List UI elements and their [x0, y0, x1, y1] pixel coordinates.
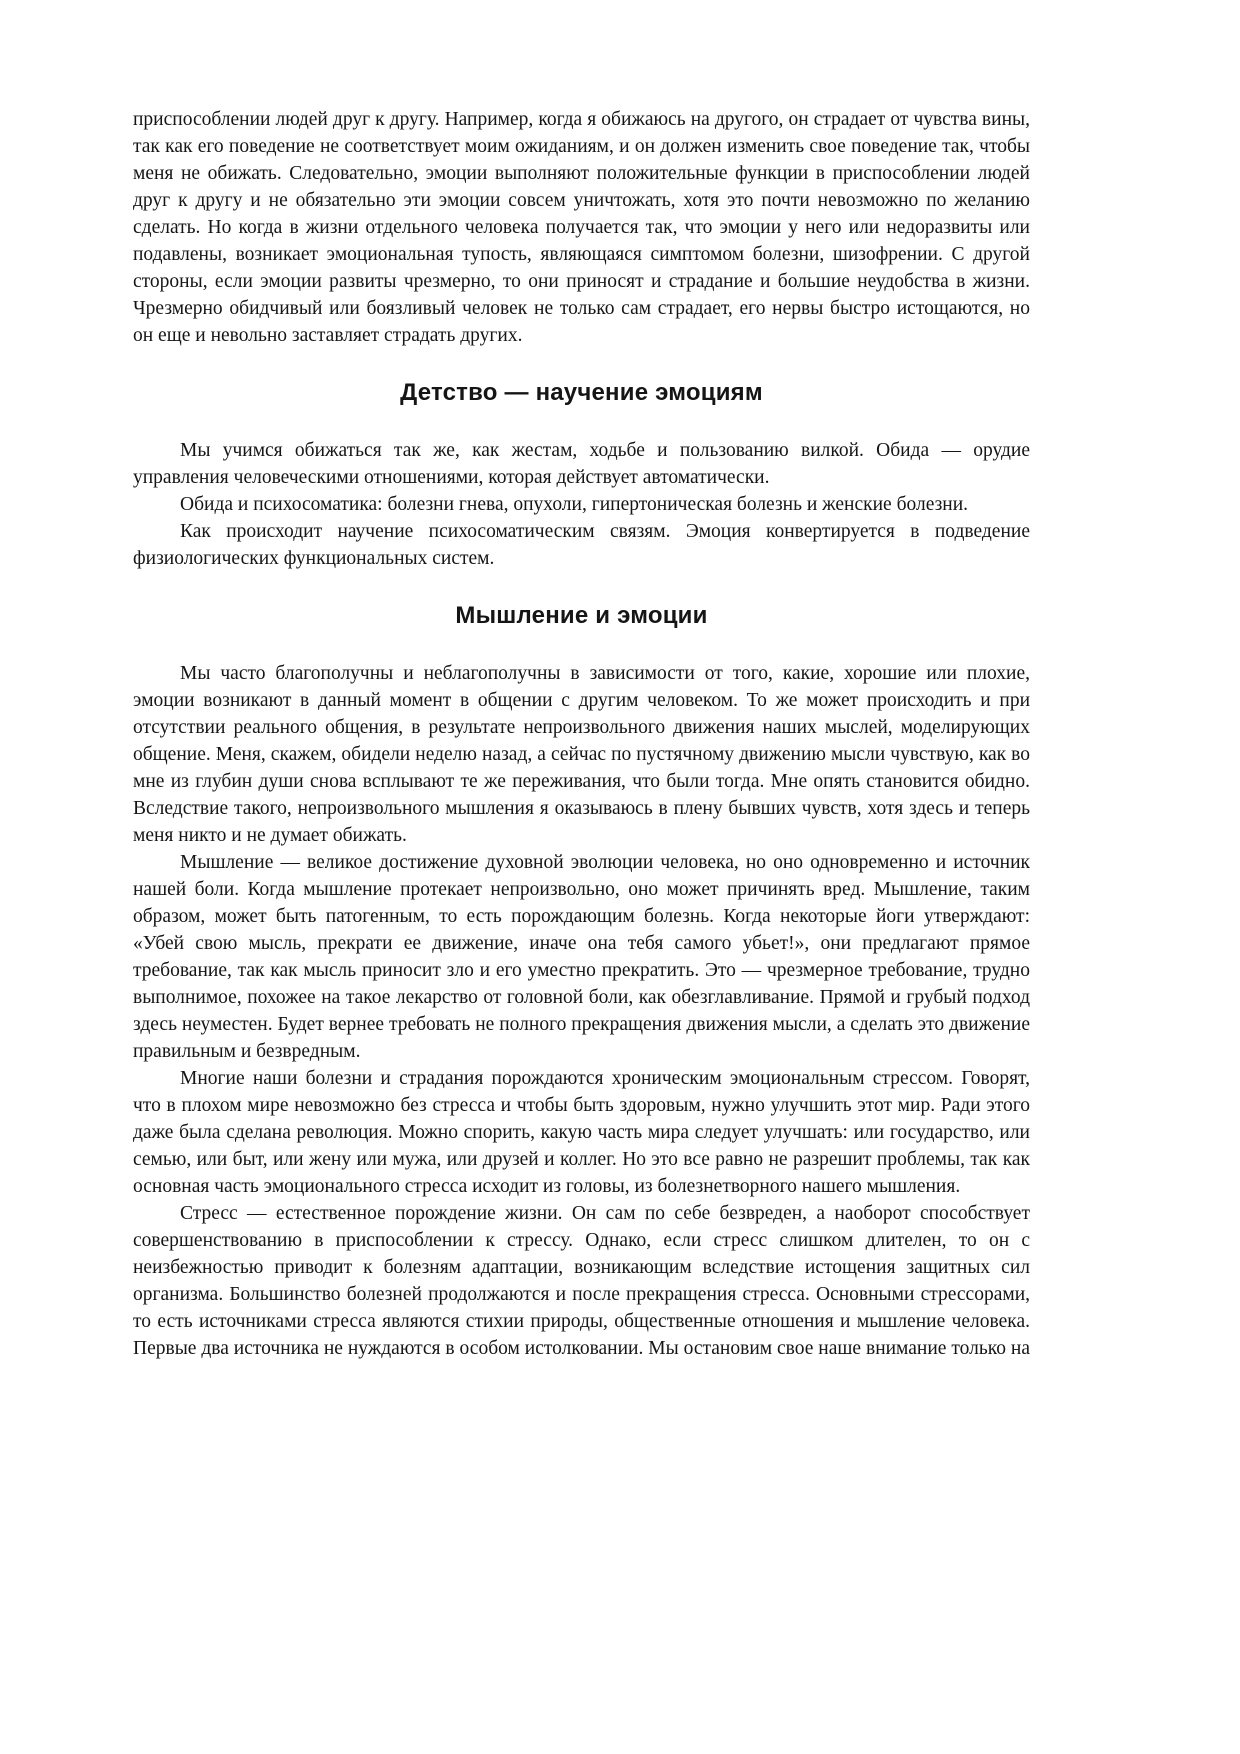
paragraph-stress-nature: Стресс — естественное порождение жизни. Он сам по себе безвреден, а наоборот способствует совершенствованию в приспособлении к стрессу. Однако, если стресс слишком длителен, то он с неизбежностью приводит к болезням адаптации, возникающим вследствие истощения защитных сил организма. Большинство болезней продолжаются и после прекращения стресса. Основными стрессорами, то есть источниками стресса являются стихии природы, общественные отношения и мышление человека. Первые два источника не нуждаются в особом истолковании. Мы остановим свое наше внимание только на	[133, 1203, 1030, 1359]
paragraph-chronic-emotional-stress: Многие наши болезни и страдания порождаются хроническим эмоциональным стрессом. Говорят, что в плохом мире невозможно без стресса и чтобы быть здоровым, нужно улучшить этот мир. Ради этого даже была сделана революция. Можно спорить, какую часть мира следует улучшать: или государство, или семью, или быт, или жену или мужа, или друзей и коллег. Но это все равно не разрешит проблемы, так как основная часть эмоционального стресса исходит из головы, из болезнетворного нашего мышления.	[133, 1068, 1030, 1197]
paragraph-continuation-emotions: приспособлении людей друг к другу. Например, когда я обижаюсь на другого, он страдает от чувства вины, так как его поведение не соответствует моим ожиданиям, и он должен изменить свое поведение так, чтобы меня не обижать. Следовательно, эмоции выполняют положительные функции в приспособлении людей друг к другу и не обязательно эти эмоции совсем уничтожать, хотя это почти невозможно по желанию сделать. Но когда в жизни отдельного человека получается так, что эмоции у него или недоразвиты или подавлены, возникает эмоциональная тупость, являющаяся симптомом болезни, шизофрении. С другой стороны, если эмоции развиты чрезмерно, то они приносят и страдание и большие неудобства в жизни. Чрезмерно обидчивый или боязливый человек не только сам страдает, его нервы быстро истощаются, но он еще и невольно заставляет страдать других.	[133, 109, 1030, 346]
section-heading-childhood-learning-emotions: Детство — научение эмоциям	[400, 379, 763, 406]
paragraph-wellbeing-and-thought: Мы часто благополучны и неблагополучны в зависимости от того, какие, хорошие или плохие, эмоции возникают в данный момент в общении с другим человеком. То же может происходить и при отсутствии реального общения, в результате непроизвольного движения наших мыслей, моделирующих общение. Меня, скажем, обидели неделю назад, а сейчас по пустячному движению мысли чувствую, как во мне из глубин души снова всплывают те же переживания, что были тогда. Мне опять становится обидно. Вследствие такого, непроизвольного мышления я оказываюсь в плену бывших чувств, хотя здесь и теперь меня никто и не думает обижать.	[133, 663, 1030, 846]
paragraph-psychosomatic-links: Как происходит научение психосоматическим связям. Эмоция конвертируется в подведение физиологических функциональных систем.	[133, 521, 1030, 569]
paragraph-thinking-pathogenic: Мышление — великое достижение духовной эволюции человека, но оно одновременно и источник нашей боли. Когда мышление протекает непроизвольно, оно может причинять вред. Мышление, таким образом, может быть патогенным, то есть порождающим болезнь. Когда некоторые йоги утверждают: «Убей свою мысль, прекрати ее движение, иначе она тебя самого убьет!», они предлагают прямое требование, так как мысль приносит зло и его уместно прекратить. Это — чрезмерное требование, трудно выполнимое, похожее на такое лекарство от головной боли, как обезглавливание. Прямой и грубый подход здесь неуместен. Будет вернее требовать не полного прекращения движения мысли, а сделать это движение правильным и безвредным.	[133, 852, 1030, 1062]
section-heading-thinking-and-emotions: Мышление и эмоции	[455, 602, 708, 629]
paragraph-offense-psychosomatics: Обида и психосоматика: болезни гнева, опухоли, гипертоническая болезнь и женские болезни.	[180, 494, 969, 515]
paragraph-learning-offense: Мы учимся обижаться так же, как жестам, ходьбе и пользованию вилкой. Обида — орудие управления человеческими отношениями, которая действует автоматически.	[133, 440, 1030, 488]
